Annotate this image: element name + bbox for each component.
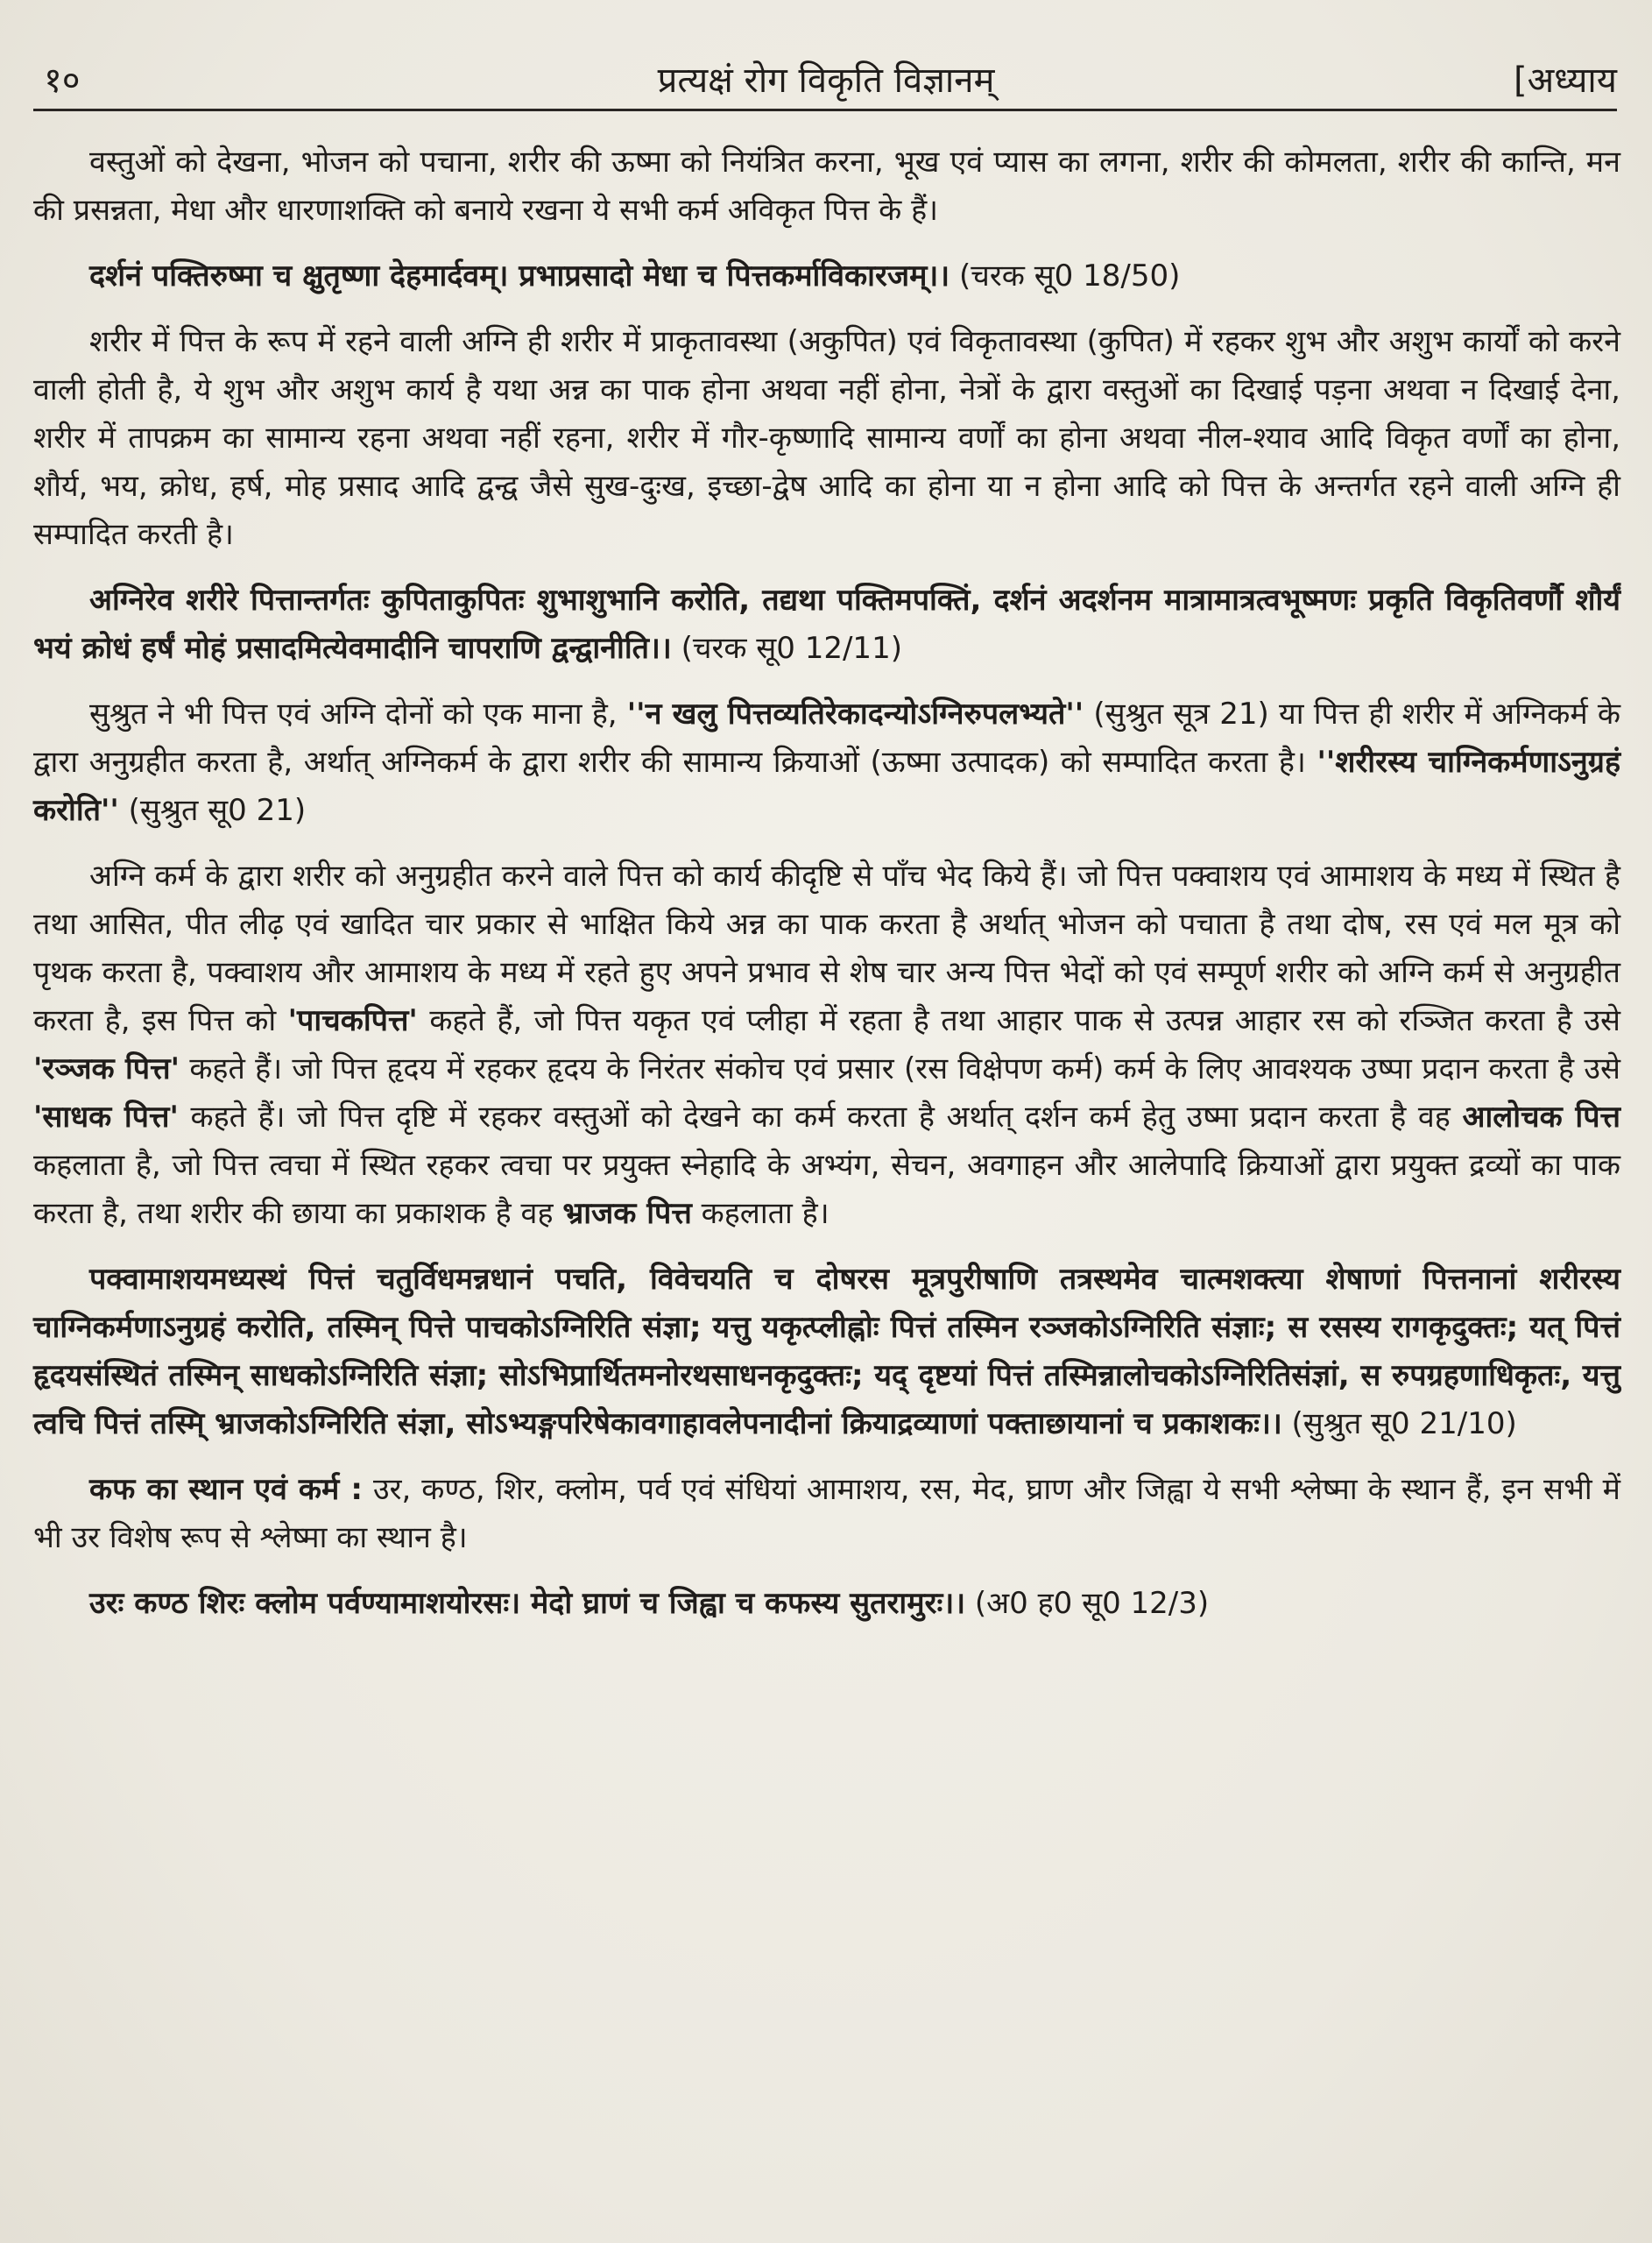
paragraph-2 (33, 318, 1620, 559)
paragraph-5-text: उर, कण्ठ, शिर, क्लोम, पर्व एवं संधियां आमाशय, रस, मेद, घ्राण और जिह्वा ये सभी श्लेष्मा के स्थान हैं, इन सभी में भी उर विशेष रूप से श्लेष्मा का स्थान है। (33, 1472, 1621, 1555)
running-title: प्रत्यक्षं रोग विकृति विज्ञानम् (657, 60, 995, 101)
verse-1 (33, 252, 1620, 301)
paragraph-3-quote-1: ''न खलु पित्तव्यतिरेकादन्योऽग्निरुपलभ्यते'' (626, 697, 1084, 732)
paragraph-1 (33, 138, 1620, 235)
paragraph-4-text-b: कहते हैं, जो पित्त यकृत एवं प्लीहा में रहता है तथा आहार पाक से उत्पन्न आहार रस को रञ्जित करता है उसे (417, 1003, 1620, 1038)
page-body (33, 138, 1620, 1645)
paragraph-4-text-c: कहते हैं। जो पित्त हृदय में रहकर हृदय के निरंतर संकोच एवं प्रसार (रस विक्षेपण कर्म) कर्म के लिए आवश्यक उष्पा प्रदान करता है उसे (180, 1051, 1620, 1086)
term-ranjak-pitta: 'रञ्जक पित्त' (33, 1051, 180, 1086)
paragraph-4-text-d: कहते हैं। जो पित्त दृष्टि में रहकर वस्तुओं को देखने का कर्म करता है अर्थात् दर्शन कर्म हेतु उष्मा प्रदान करता है वह (178, 1100, 1463, 1135)
paragraph-4 (33, 853, 1620, 1238)
verse-3 (33, 1256, 1620, 1448)
paragraph-4-text-f: कहलाता है। (691, 1196, 830, 1231)
paragraph-2-text: शरीर में पित्त के रूप में रहने वाली अग्नि ही शरीर में प्राकृतावस्था (अकुपित) एवं विकृतावस्था (कुपित) में रहकर शुभ और अशुभ कार्यों को करने वाली होती है, ये शुभ और अशुभ कार्य है यथा अन्न का पाक होना अथवा नहीं होना, नेत्रों के द्वारा वस्तुओं का दिखाई पड़ना अथवा न दिखाई देना, शरीर में तापक्रम का सामान्य रहना अथवा नहीं रहना, शरीर में गौर-कृष्णादि सामान्य वर्णों का होना अथवा नील-श्याव आदि विकृत वर्णों का होना, शौर्य, भय, क्रोध, हर्ष, मोह प्रसाद आदि द्वन्द्व जैसे सुख-दुःख, इच्छा-द्वेष आदि का होना या न होना आदि को पित्त के अन्तर्गत रहने वाली अग्नि ही सम्पादित करती है। (33, 324, 1620, 552)
paragraph-3-text-c: (सुश्रुत सू0 21) (118, 793, 307, 828)
paragraph-1-text: वस्तुओं को देखना, भोजन को पचाना, शरीर की ऊष्मा को नियंत्रित करना, भूख एवं प्यास का लगना, शरीर की कोमलता, शरीर की कान्ति, मन की प्रसन्नता, मेधा और धारणाशक्ति को बनाये रखना ये सभी कर्म अविकृत पित्त के हैं। (33, 145, 1620, 228)
paragraph-3 (33, 690, 1620, 835)
verse-2-citation: (चरक सू0 12/11) (681, 631, 902, 666)
page-number: १० (44, 60, 81, 101)
term-alochak-pitta: आलोचक पित्त (1462, 1100, 1620, 1135)
kapha-heading: कफ का स्थान एवं कर्म : (89, 1472, 363, 1507)
verse-4-text: उरः कण्ठ शिरः क्लोम पर्वण्यामाशयोरसः। मेदो घ्राणं च जिह्वा च कफस्य सुतरामुरः।। (89, 1586, 966, 1621)
verse-1-citation: (चरक सू0 18/50) (959, 258, 1181, 294)
term-pachak-pitta: 'पाचकपित्त' (287, 1003, 418, 1038)
page-header (35, 54, 1617, 103)
paragraph-3-text-a: सुश्रुत ने भी पित्त एवं अग्नि दोनों को एक माना है, (89, 697, 627, 732)
header-rule (33, 109, 1617, 111)
verse-4-citation: (अ0 ह0 सू0 12/3) (974, 1586, 1210, 1621)
paragraph-3-text-b: (सुश्रुत सूत्र 21) या पित्त ही शरीर में अग्निकर्म के द्वारा अनुग्रहीत करता है, अर्थात् अग्निकर्म के द्वारा शरीर की सामान्य क्रियाओं (ऊष्मा उत्पादक) को सम्पादित करता है। (33, 697, 1621, 780)
term-sadhak-pitta: 'साधक पित्त' (33, 1100, 179, 1135)
paragraph-4-text-e: कहलाता है, जो पित्त त्वचा में स्थित रहकर त्वचा पर प्रयुक्त स्नेहादि के अभ्यंग, सेचन, अवगाहन और आलेपादि क्रियाओं द्वारा प्रयुक्त द्रव्यों का पाक करता है, तथा शरीर की छाया का प्रकाशक है वह (33, 1148, 1620, 1231)
paragraph-4-text-a: अग्नि कर्म के द्वारा शरीर को अनुग्रहीत करने वाले पित्त को कार्य कीदृष्टि से पाँच भेद किये हैं। जो पित्त पक्वाशय एवं आमाशय के मध्य में स्थित है तथा आसित, पीत लीढ़ एवं खादित चार प्रकार से भाक्षित किये अन्न का पाक करता है अर्थात् भोजन को पचाता है तथा दोष, रस एवं मल मूत्र को पृथक करता है, पक्वाशय और आमाशय के मध्य में रहते हुए अपने प्रभाव से शेष चार अन्य पित्त भेदों को एवं सम्पूर्ण शरीर को अग्नि कर्म से अनुग्रहीत करता है, इस पित्त को (33, 859, 1620, 1038)
paragraph-3-quote-2: ''शरीरस्य चाग्निकर्मणाऽनुग्रहं करोति'' (33, 745, 1620, 828)
verse-4 (33, 1580, 1620, 1628)
verse-2 (33, 577, 1620, 673)
term-bhrajak-pitta: भ्राजक पित्त (562, 1196, 692, 1231)
paragraph-5 (33, 1466, 1620, 1562)
verse-1-text: दर्शनं पक्तिरुष्मा च क्षुतृष्णा देहमार्दवम्। प्रभाप्रसादो मेधा च पित्तकर्माविकारजम्।। (89, 258, 950, 294)
verse-2-text: अग्निरेव शरीरे पित्तान्तर्गतः कुपिताकुपितः शुभाशुभानि करोति, तद्यथा पक्तिमपक्तिं, दर्शनं अदर्शनम मात्रामात्रत्वभूष्मणः प्रकृति विकृतिवर्णौ शौर्यं भयं क्रोधं हर्षं मोहं प्रसादमित्येवमादीनि चापराणि द्वन्द्वानीति।। (33, 583, 1620, 666)
chapter-marker: [अध्याय (1514, 60, 1617, 101)
verse-3-text: पक्वामाशयमध्यस्थं पित्तं चतुर्विधमन्नधानं पचति, विवेचयति च दोषरस मूत्रपुरीषाणि तत्रस्थमेव चात्मशक्त्या शेषाणां पित्तनानां शरीरस्य चाग्निकर्मणाऽनुग्रहं करोति, तस्मिन् पित्ते पाचकोऽग्निरिति संज्ञा; यत्तु यकृत्प्लीह्नोः पित्तं तस्मिन रञ्जकोऽग्निरिति संज्ञाः; स रसस्य रागकृदुक्तः; यत् पित्तं हृदयसंस्थितं तस्मिन् साधकोऽग्निरिति संज्ञा; सोऽभिप्रार्थितमनोरथसाधनकृदुक्तः; यद् दृष्टयां पित्तं तस्मिन्नालोचकोऽग्निरितिसंज्ञां, स रुपग्रहणाधिकृतः, यत्तु त्वचि पित्तं तस्मि् भ्राजकोऽग्निरिति संज्ञा, सोऽभ्यङ्गपरिषेकावगाहावलेपनादीनां क्रियाद्रव्याणां पक्ताछायानां च प्रकाशकः।। (33, 1262, 1620, 1441)
verse-3-citation: (सुश्रुत सू0 21/10) (1291, 1406, 1517, 1441)
